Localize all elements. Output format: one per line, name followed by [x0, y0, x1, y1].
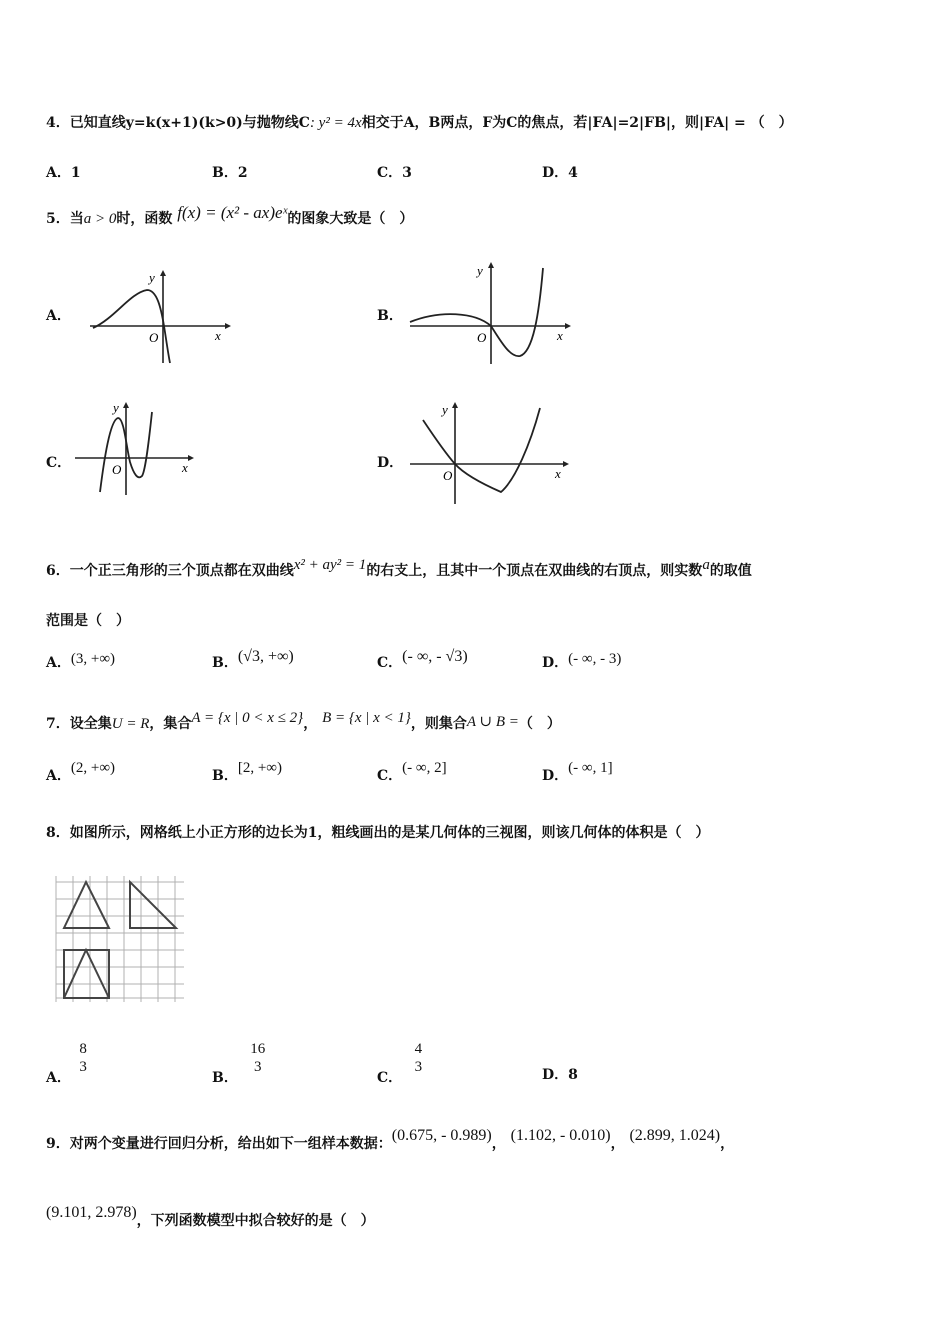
q7-prefix: 7．设全集: [46, 716, 112, 732]
q5-mid: 时，函数: [116, 211, 173, 227]
q7-option-c[interactable]: C．(- ∞, 2]: [377, 760, 447, 784]
q4-option-a[interactable]: A．1: [46, 165, 81, 181]
q5-function: f(x) = (x² - ax)eˣ: [177, 203, 288, 222]
question-7: [46, 710, 561, 733]
q7-union: A ∪ B =: [466, 714, 519, 730]
q6-line2: 范围是（ ）: [46, 613, 130, 629]
q5-option-c[interactable]: C．: [46, 455, 72, 471]
question-5: [46, 203, 414, 228]
graph-d-y-label: y: [442, 402, 448, 417]
q4-text-2: 相交于A，B两点，F为C的焦点，若|FA|=2|FB|，则|FA| = （ ）: [361, 115, 793, 131]
q6-option-c[interactable]: C．(- ∞, - √3): [377, 648, 468, 671]
graph-b: [405, 260, 575, 368]
graph-d: [405, 400, 575, 508]
q6-hyperbola: x² + ay² = 1: [293, 557, 367, 573]
question-9: 9．对两个变量进行回归分析，给出如下一组样本数据：(0.675, - 0.989)， (1.102, - 0.010)， (2.899, 1.024)，: [46, 1127, 735, 1152]
q8-option-b[interactable]: B． 16 3: [212, 1041, 266, 1086]
q9-line2: [46, 1204, 375, 1230]
q9-text: 9．对两个变量进行回归分析，给出如下一组样本数据：: [46, 1136, 392, 1152]
q9-point-2: (1.102, - 0.010): [510, 1127, 611, 1144]
q7-set-a: A = {x | 0 < x ≤ 2}: [191, 710, 304, 726]
q9-point-4: (9.101, 2.978): [46, 1204, 137, 1221]
q6-mid: 的右支上，且其中一个顶点在双曲线的右顶点，则实数: [366, 563, 703, 579]
graph-b-origin: O: [477, 330, 487, 345]
graph-d-x-label: x: [555, 466, 561, 481]
graph-d-origin: O: [443, 468, 453, 483]
q7-option-a[interactable]: A．(2, +∞): [46, 760, 116, 784]
q5-suffix: 的图象大致是（ ）: [287, 211, 414, 227]
q4-option-b[interactable]: B．2: [212, 165, 248, 181]
q4-parabola: : y² = 4x: [309, 115, 362, 131]
q5-option-d[interactable]: D．: [377, 455, 404, 471]
q7-set-b: B = {x | x < 1}: [322, 710, 411, 726]
question-8: 8．如图所示，网格纸上小正方形的边长为1，粗线画出的是某几何体的三视图，则该几何体的体积是（ ）: [46, 825, 710, 841]
question-4: [46, 112, 793, 132]
graph-a-y-label: y: [149, 270, 155, 285]
front-view: [64, 882, 109, 928]
q6-var: a: [702, 557, 710, 573]
graph-b-x-label: x: [557, 328, 563, 343]
q7-mid: ，集合: [149, 716, 192, 732]
q9-point-1: (0.675, - 0.989): [391, 1127, 492, 1144]
q5-option-b[interactable]: B．: [377, 308, 403, 324]
q5-prefix: 5．当: [46, 211, 84, 227]
q6-prefix: 6．一个正三角形的三个顶点都在双曲线: [46, 563, 294, 579]
q7-universe: U = R: [111, 716, 150, 732]
graph-b-y-label: y: [477, 263, 483, 278]
q6-option-a[interactable]: A．(3, +∞): [46, 651, 116, 671]
graph-a-x-label: x: [215, 328, 221, 343]
q7-option-d[interactable]: D．(- ∞, 1]: [542, 760, 613, 784]
q7-mid2: ，则集合: [410, 716, 467, 732]
q6-suffix: 的取值: [709, 563, 752, 579]
question-6: [46, 557, 752, 580]
q8-option-d[interactable]: D．8: [542, 1067, 578, 1083]
q4-option-c[interactable]: C．3: [377, 165, 412, 181]
q8-option-c[interactable]: C． 4 3: [377, 1041, 423, 1086]
graph-c-origin: O: [112, 462, 122, 477]
q7-comma: ，: [303, 716, 318, 732]
q4-text: 4．已知直线y=k(x+1)(k>0)与抛物线C: [46, 115, 310, 131]
q4-option-d[interactable]: D．4: [542, 165, 578, 181]
graph-a-origin: O: [149, 330, 159, 345]
q8-option-a[interactable]: A． 8 3: [46, 1041, 87, 1086]
three-view-grid: [54, 872, 186, 1004]
graph-c: [70, 400, 200, 500]
q6-option-b[interactable]: B．(√3, +∞): [212, 648, 294, 671]
q7-suffix: （ ）: [518, 716, 561, 732]
q9-suffix: ，下列函数模型中拟合较好的是（ ）: [136, 1213, 375, 1229]
q7-option-b[interactable]: B．[2, +∞): [212, 760, 282, 784]
q5-condition: a > 0: [83, 211, 117, 227]
q9-point-3: (2.899, 1.024): [629, 1127, 721, 1144]
graph-a: [85, 268, 235, 368]
q6-option-d[interactable]: D．(- ∞, - 3): [542, 651, 622, 671]
q5-option-a[interactable]: A．: [46, 308, 71, 324]
side-view: [130, 882, 176, 928]
top-view: [64, 950, 109, 998]
graph-c-y-label: y: [113, 400, 119, 415]
graph-c-x-label: x: [182, 460, 188, 475]
